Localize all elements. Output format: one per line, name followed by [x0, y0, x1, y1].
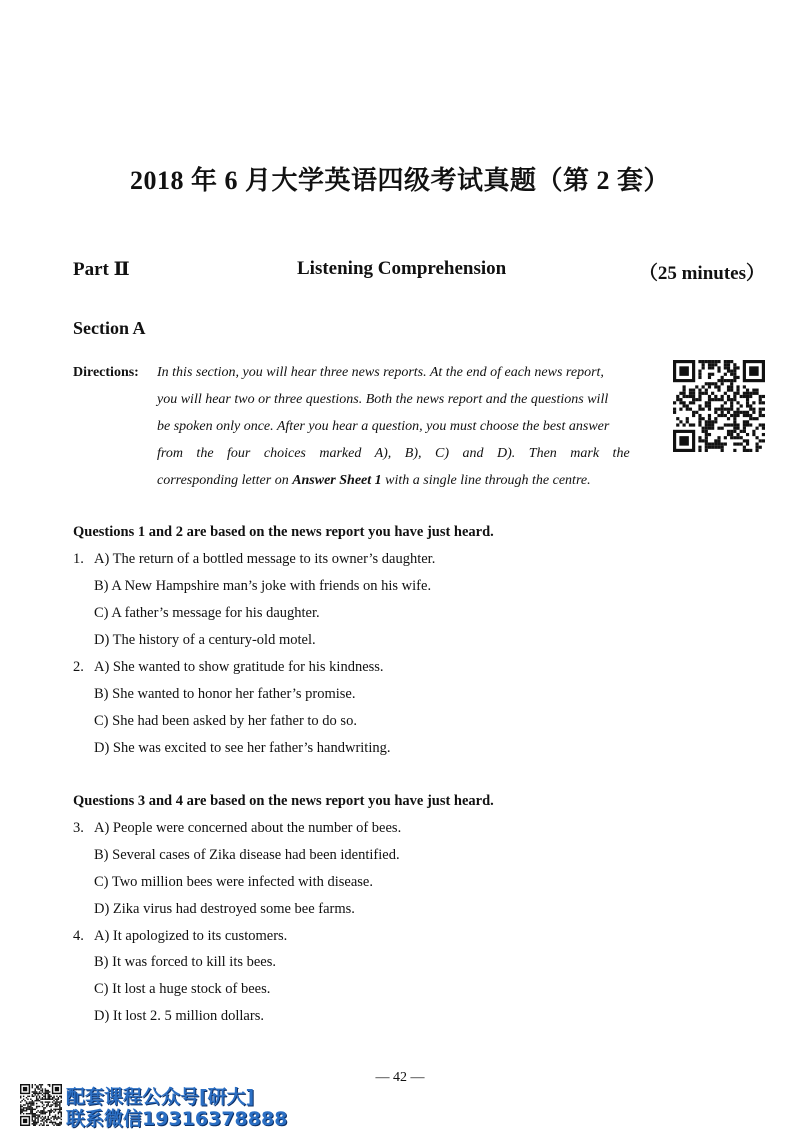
directions-text: corresponding letter on: [157, 473, 293, 488]
section-title: Section A: [73, 318, 146, 338]
promo-banner: [66, 1086, 287, 1130]
directions-text: with a single line through the centre.: [381, 473, 591, 488]
question-number: 1.: [73, 551, 84, 567]
qr-code-icon: [20, 1084, 62, 1126]
directions-label: Directions:: [73, 365, 139, 380]
answer-option: C) A father’s message for his daughter.: [94, 605, 320, 621]
answer-option: C) She had been asked by her father to do so.: [94, 713, 357, 729]
page-title: 2018 年 6 月大学英语四级考试真题（第 2 套）: [129, 166, 670, 195]
answer-sheet-label: Answer Sheet 1: [292, 473, 382, 488]
answer-option: D) It lost 2. 5 million dollars.: [94, 1008, 264, 1024]
question-group-header: Questions 3 and 4 are based on the news report you have just heard.: [73, 793, 494, 809]
part-label: Part Ⅱ: [73, 259, 130, 280]
answer-option: A) The return of a bottled message to its owner’s daughter.: [94, 551, 436, 567]
promo-line: 配套课程公众号[研大]: [66, 1086, 255, 1108]
page-number: — 42 —: [375, 1070, 425, 1085]
directions-line: from the four choices marked A), B), C) and D). Then mark the: [157, 446, 630, 461]
part-heading: [73, 258, 765, 286]
answer-option: B) She wanted to honor her father’s promise.: [94, 686, 356, 702]
answer-option: B) Several cases of Zika disease had been identified.: [94, 847, 400, 863]
answer-option: A) It apologized to its customers.: [94, 928, 288, 944]
answer-option: C) Two million bees were infected with disease.: [94, 874, 373, 890]
directions-line: be spoken only once. After you hear a question, you must choose the best answer: [157, 419, 610, 434]
answer-option: D) She was excited to see her father’s handwriting.: [94, 740, 391, 756]
part-time: （25 minutes）: [638, 263, 765, 284]
directions-line: you will hear two or three questions. Both the news report and the questions will: [157, 392, 609, 407]
question-number: 4.: [73, 928, 84, 944]
answer-option: A) People were concerned about the number of bees.: [94, 820, 402, 836]
answer-option: C) It lost a huge stock of bees.: [94, 981, 271, 997]
question-number: 3.: [73, 820, 84, 836]
answer-option: A) She wanted to show gratitude for his kindness.: [94, 659, 384, 675]
promo-line: 联系微信19316378888: [66, 1108, 288, 1130]
question-number: 2.: [73, 659, 84, 675]
directions-line: In this section, you will hear three news reports. At the end of each news report,: [157, 365, 604, 380]
answer-option: D) The history of a century-old motel.: [94, 632, 316, 648]
directions-line: [157, 467, 591, 494]
answer-option: B) It was forced to kill its bees.: [94, 954, 277, 970]
answer-option: D) Zika virus had destroyed some bee farms.: [94, 901, 355, 917]
part-name: Listening Comprehension: [297, 258, 507, 279]
question-group-header: Questions 1 and 2 are based on the news report you have just heard.: [73, 524, 494, 540]
answer-option: B) A New Hampshire man’s joke with friends on his wife.: [94, 578, 432, 594]
qr-code-icon: [672, 360, 766, 452]
